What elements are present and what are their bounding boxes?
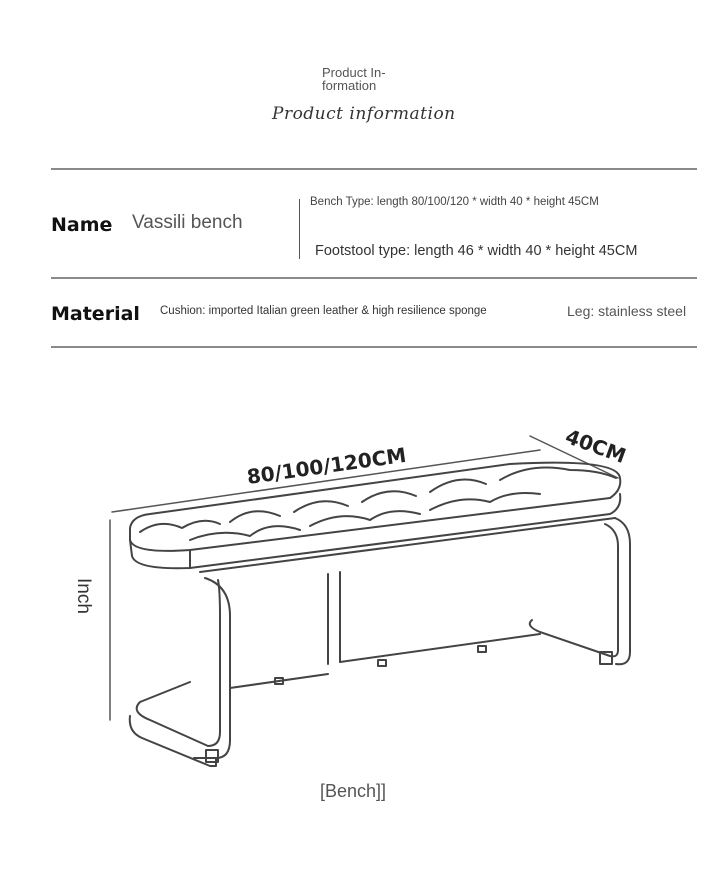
width-dimension-label: 40CM: [562, 424, 630, 469]
bench-type-spec: Bench Type: length 80/100/120 * width 40 * height 45CM: [310, 196, 599, 208]
cushion-top: [130, 463, 620, 551]
cushion-tuft: [430, 493, 540, 510]
foot-pad: [478, 646, 486, 652]
bench-line-drawing: [70, 420, 670, 780]
product-info-script-title: Product information: [272, 104, 456, 124]
cushion-tuft: [430, 480, 486, 493]
product-info-small-title: [322, 66, 422, 92]
foot-pad: [378, 660, 386, 666]
cushion-tuft: [294, 501, 348, 512]
length-dimension-label: 80/100/120CM: [245, 442, 408, 489]
leg-material-text: Leg: stainless steel: [567, 303, 687, 319]
middle-divider: [51, 277, 697, 279]
frame-rail: [200, 518, 615, 572]
name-label: Name: [51, 214, 113, 236]
cushion-tuft: [230, 511, 280, 522]
bottom-divider: [51, 346, 697, 348]
top-divider: [51, 168, 697, 170]
cushion-material-text: Cushion: imported Italian green leather & high resilience sponge: [160, 305, 487, 317]
cushion-tuft: [140, 521, 220, 532]
name-spec-separator: [299, 199, 300, 259]
material-label: Material: [51, 303, 140, 325]
cushion-tuft: [362, 491, 416, 502]
height-dimension-label: Inch: [73, 578, 94, 614]
product-info-small-title-text: Product In- formation: [322, 65, 386, 93]
footstool-type-spec: Footstool type: length 46 * width 40 * height 45CM: [315, 243, 638, 259]
left-leg-outer: [194, 578, 230, 758]
bottom-rail: [340, 634, 540, 662]
product-name-value: Vassili bench: [132, 212, 243, 233]
left-leg-inner: [137, 580, 220, 746]
right-leg-inner: [530, 524, 618, 656]
bottom-rail-left: [230, 674, 328, 688]
bench-caption: [Bench]]: [320, 781, 387, 801]
